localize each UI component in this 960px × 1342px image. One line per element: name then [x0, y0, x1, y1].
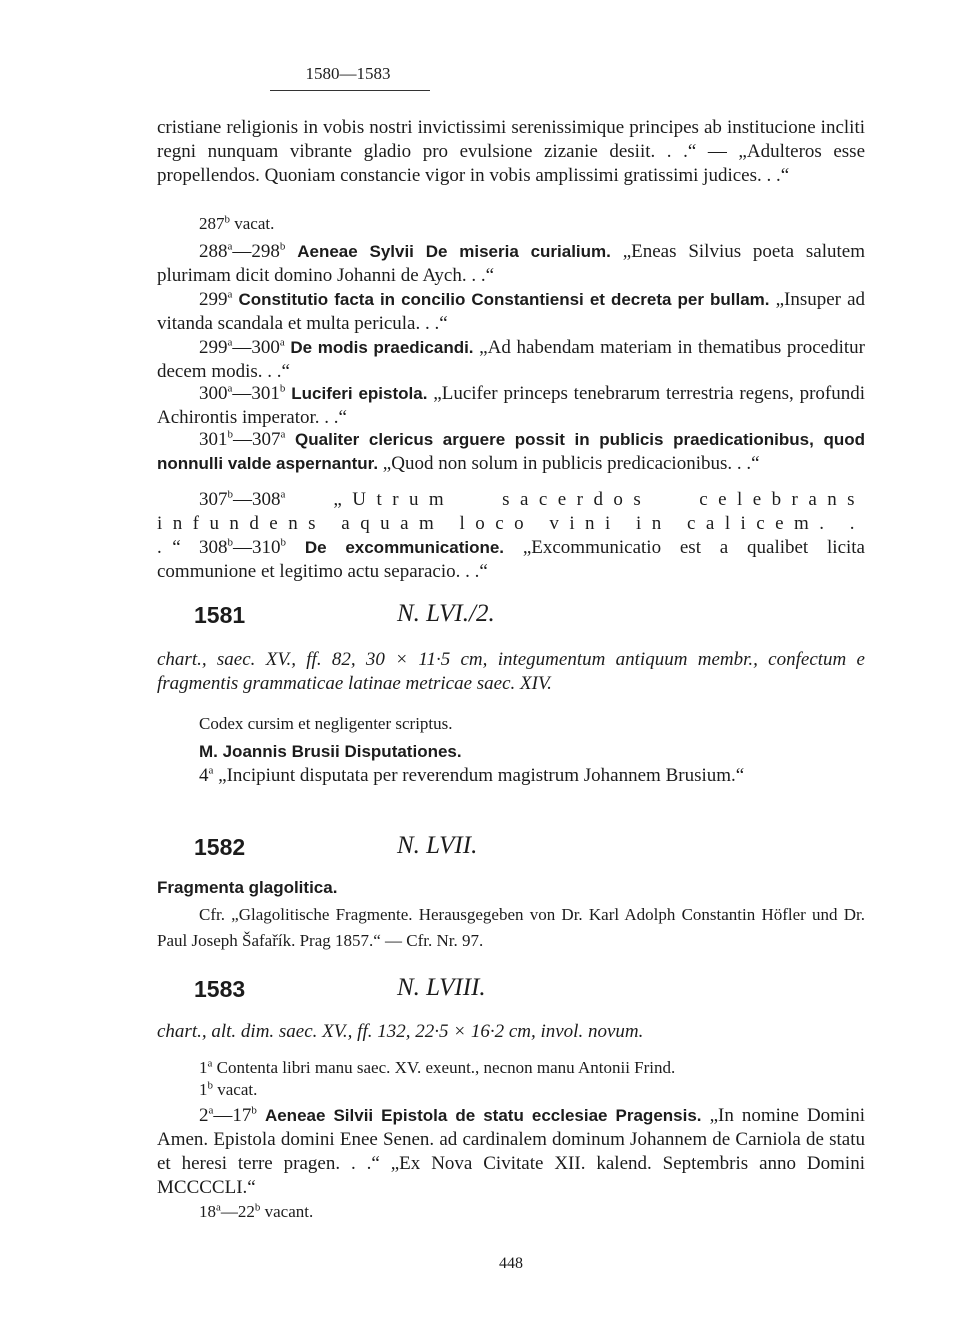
folio-ref: 308: [199, 537, 228, 558]
entry-number-1581: 1581: [194, 602, 246, 628]
line-text: „Ad habendam materiam in thematibus proceditur decem modis. . .“: [157, 337, 865, 382]
entry-1581-work-title: [157, 740, 865, 764]
folio-ref: —298: [232, 241, 280, 262]
line-text: „Lucifer princeps tenebrarum terrestria regens, profundi Achirontis imperator. . .“: [157, 383, 866, 428]
folio-sup: a: [279, 336, 285, 349]
entry-1583-line-1a: [157, 1056, 865, 1080]
line-text: „Incipiunt disputata per reverendum magistrum Johannem Brusium.“: [213, 765, 745, 786]
folio-ref: 1: [199, 1058, 208, 1077]
line-text: vacat.: [230, 214, 275, 233]
line-text: „Eneas Silvius poeta salutem plurimam dicit domino Johanni de Aych. . .“: [157, 241, 865, 286]
folio-sup: a: [216, 1201, 221, 1214]
line-text: „In nomine Domini Amen. Epistola domini Enee Senen. ad cardinalem dominum Johannem de Carniola de statu et heresi terre pragen. . .“ „Ex Nova Civitate XII. kalend. Septembris anno Domini MCCCCLI.“: [157, 1105, 866, 1198]
folio-sup: b: [207, 1079, 213, 1092]
shelfmark-1583: N. LVIII.: [397, 974, 486, 1001]
folio-ref: —308: [233, 489, 281, 510]
folio-ref: —301: [232, 383, 280, 404]
work-title: Fragmenta glagolitica.: [157, 878, 338, 897]
folio-sup: b: [280, 536, 286, 549]
folio-ref: —307: [233, 429, 281, 450]
entry-1581-note: Codex cursim et negligenter scriptus.: [199, 714, 453, 733]
folio-sup: b: [279, 382, 286, 395]
folio-sup: b: [254, 1201, 261, 1214]
entry-1583-line-18: [157, 1200, 865, 1224]
folio-sup: a: [280, 488, 286, 501]
entry-1581-description: chart., saec. XV., ff. 82, 30 × 11·5 cm, integumentum antiquum membr., confectum e fragmentis grammaticae latinae metricae saec. XIV.: [157, 649, 865, 694]
work-title: Constitutio facta in concilio Constantiensi et decreta per bullam.: [238, 290, 770, 309]
line-text: „Quod non solum in publicis predicacionibus. . .“: [378, 453, 760, 474]
entry-1580-line-301: [157, 428, 865, 476]
entry-1580-line-300: [157, 382, 865, 430]
folio-sup: b: [279, 240, 286, 253]
entry-1580-line-299b: [157, 336, 865, 384]
folio-sup: b: [227, 536, 233, 549]
folio-ref: 300: [199, 383, 228, 404]
folio-sup: a: [227, 240, 233, 253]
entry-number-1583: 1583: [194, 976, 246, 1002]
entry-1581-line-4: [157, 764, 865, 788]
folio-sup: b: [251, 1104, 257, 1117]
entry-1582-work-title: [157, 876, 865, 900]
folio-sup: a: [208, 764, 214, 777]
folio-sup: a: [207, 1057, 213, 1070]
folio-ref: 287: [199, 214, 225, 233]
folio-ref: 4: [199, 765, 209, 786]
folio-ref: 2: [199, 1105, 209, 1126]
work-title: De modis praedicandi.: [290, 338, 474, 357]
folio-sup: a: [227, 288, 233, 301]
entry-1580-line-299: [157, 288, 865, 336]
line-text: vacant.: [260, 1202, 314, 1221]
folio-ref: 301: [199, 429, 228, 450]
entry-1580-paragraph: cristiane religionis in vobis nostri invictissimi serenissimique principes ab institucione incliti regni nunquam vibrante gladio pro evulsione zizanie desiit. . .“ — „Adulteros esse propellendos. Quoniam constancie vigor in vobis amplissimi gratissimi judices. . .“: [157, 117, 865, 186]
shelfmark-1582: N. LVII.: [397, 832, 478, 859]
entry-1583-line-1b: [157, 1078, 865, 1102]
line-text: vacat.: [213, 1080, 258, 1099]
folio-ref: 307: [199, 489, 228, 510]
work-title: M. Joannis Brusii Disputationes.: [199, 742, 462, 761]
entry-1582-text: Cfr. „Glagolitische Fragmente. Herausgegeben von Dr. Karl Adolph Constantin Höfler und Dr. Paul Joseph Šafařík. Prag 1857.“ — Cfr. Nr. 97.: [157, 905, 865, 950]
entry-1583-line-2: [157, 1104, 865, 1200]
folio-sup: b: [224, 213, 230, 226]
folio-ref: —22: [220, 1202, 255, 1221]
folio-ref: 288: [199, 241, 228, 262]
line-text: „Excommunicatio est a qualibet licita communione et legitimo actu separacio. . .“: [157, 537, 865, 582]
work-title: Aeneae Sylvii De miseria curialium.: [297, 242, 611, 261]
entry-number-1582: 1582: [194, 834, 246, 860]
line-text: Contenta libri manu saec. XV. exeunt., necnon manu Antonii Frind.: [212, 1058, 676, 1077]
folio-sup: a: [280, 428, 286, 441]
folio-ref: 299: [199, 337, 228, 358]
folio-sup: a: [227, 382, 233, 395]
folio-sup: b: [227, 488, 233, 501]
work-title: De excommunicatione.: [304, 538, 505, 557]
header-rule: [270, 90, 430, 91]
page-number: 448: [499, 1255, 523, 1272]
entry-1580-line-287: [157, 212, 865, 236]
folio-sup: b: [227, 428, 233, 441]
folio-ref: 299: [199, 289, 228, 310]
folio-sup: a: [227, 336, 233, 349]
running-header: 1580—1583: [305, 64, 391, 83]
folio-ref: 1: [199, 1080, 208, 1099]
folio-ref: —300: [232, 337, 280, 358]
folio-sup: a: [208, 1104, 214, 1117]
entry-1580-line-288: [157, 240, 865, 288]
line-text: „Insuper ad vitanda scandala et multa pericula. . .“: [157, 289, 866, 334]
work-title: Aeneae Silvii Epistola de statu ecclesiae Pragensis.: [264, 1106, 702, 1125]
folio-ref: 18: [199, 1202, 216, 1221]
shelfmark-1581: N. LVI./2.: [397, 600, 495, 627]
work-title: Luciferi epistola.: [291, 384, 428, 403]
entry-1580-line-308: [157, 536, 865, 584]
line-text: „Utrum sacerdos celebrans infundens aquam loco vini in calicem. . .“: [157, 489, 865, 558]
work-title: Qualiter clericus arguere possit in publicis praedicationibus, quod nonnulli valde aspernantur.: [157, 430, 865, 473]
entry-1583-description: chart., alt. dim. saec. XV., ff. 132, 22·5 × 16·2 cm, invol. novum.: [157, 1021, 644, 1042]
folio-ref: —17: [213, 1105, 252, 1126]
folio-ref: —310: [233, 537, 281, 558]
